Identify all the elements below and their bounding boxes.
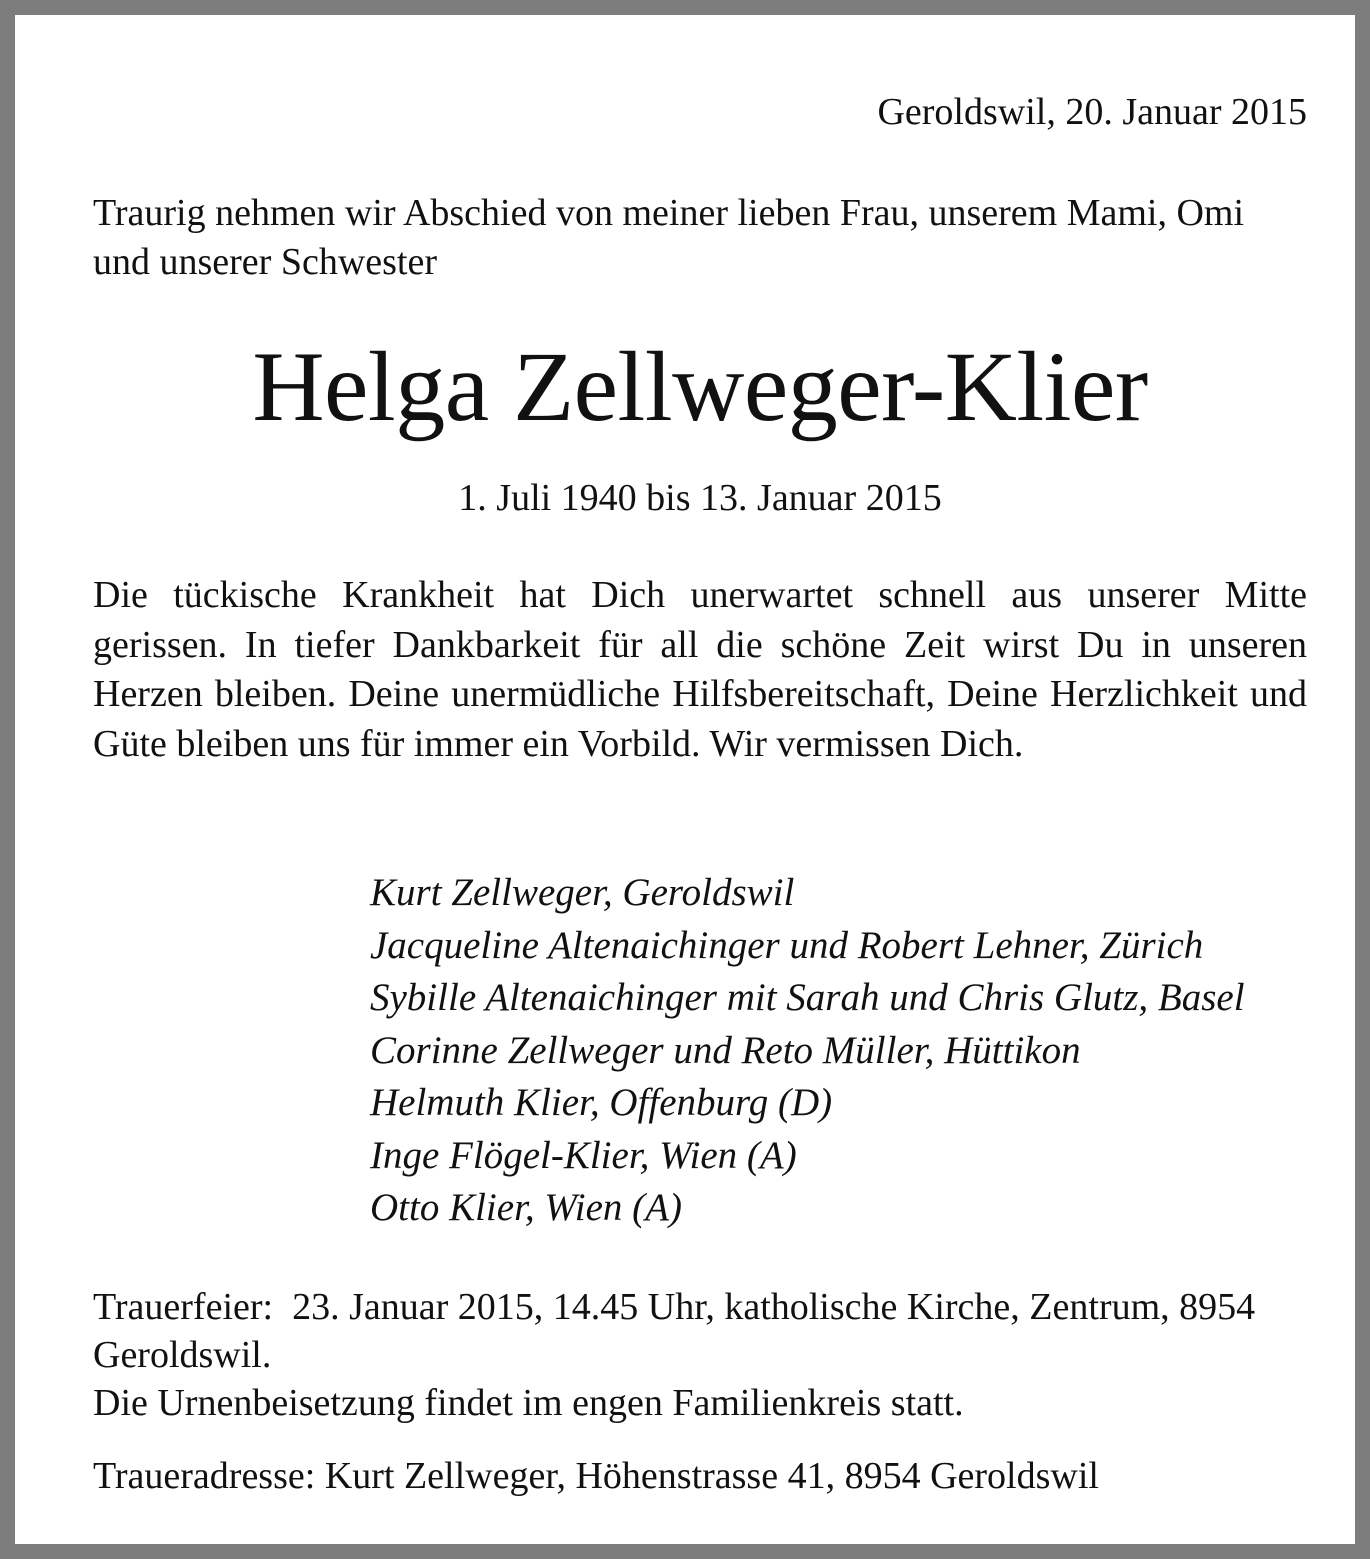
service-info: 23. Januar 2015, 14.45 Uhr, katholische Kirche, Zentrum, 8954 Geroldswil. (93, 1286, 1256, 1376)
signer-line: Helmuth Klier, Offenburg (D) (370, 1081, 833, 1124)
signer-line: Kurt Zellweger, Geroldswil (370, 871, 795, 914)
signer-line: Jacqueline Altenaichinger und Robert Lehner, Zürich (370, 923, 1204, 967)
signer-line: Otto Klier, Wien (A) (370, 1186, 682, 1229)
signer-line: Corinne Zellweger und Reto Müller, Hüttikon (370, 1028, 1081, 1072)
signers-list (370, 867, 1310, 1235)
address-value: Kurt Zellweger, Höhenstrasse 41, 8954 Geroldswil (324, 1455, 1099, 1497)
service-label: Trauerfeier: (93, 1286, 274, 1328)
memorial-text: Die tückische Krankheit hat Dich unerwartet schnell aus unserer Mitte gerissen. In tiefer Dankbarkeit für all die schöne Zeit wirst Du in unseren Herzen bleiben. Deine unermüdliche Hilfsbereitschaft, Deine Herzlichkeit und Güte bleiben uns für immer ein Vorbild. Wir vermissen Dich. (93, 574, 1307, 765)
address-label: Traueradresse: (93, 1455, 316, 1497)
intro-text: Traurig nehmen wir Abschied von meiner lieben Frau, unserem Mami, Omi und unserer Schwester (93, 192, 1245, 283)
mourning-address (93, 1451, 1307, 1501)
deceased-name: Helga Zellweger-Klier (252, 331, 1148, 442)
place-date: Geroldswil, 20. Januar 2015 (877, 91, 1307, 133)
lifespan-dates: 1. Juli 1940 bis 13. Januar 2015 (458, 477, 942, 519)
service-details (93, 1283, 1307, 1379)
signer-line: Inge Flögel-Klier, Wien (A) (370, 1133, 797, 1177)
signer-line: Sybille Altenaichinger mit Sarah und Chris Glutz, Basel (370, 976, 1245, 1019)
funeral-service (93, 1283, 1307, 1427)
burial-note: Die Urnenbeisetzung findet im engen Familienkreis statt. (93, 1382, 964, 1424)
